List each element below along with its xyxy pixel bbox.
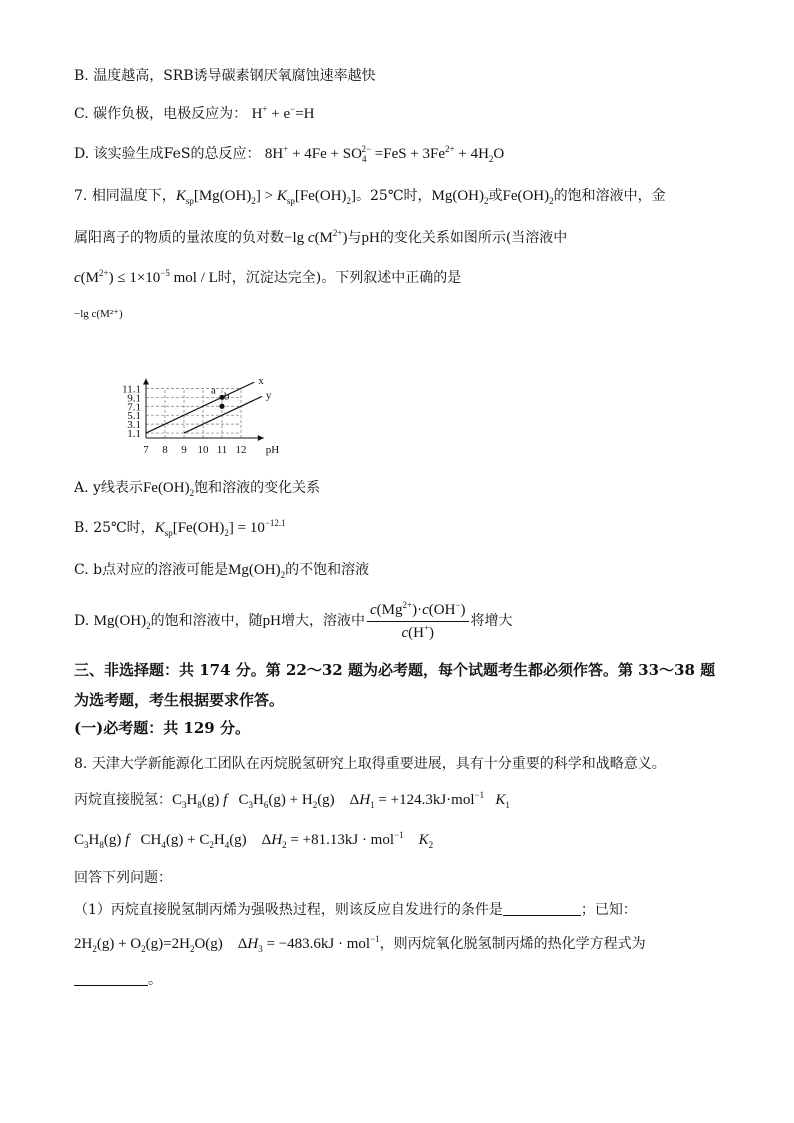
equation: H+ + e−=H — [251, 104, 315, 122]
equation: $C_3H_8(g)$ f $C_3H_6(g) + H_2(g)$ $\Delta H_1 = +124.3kJ\cdot mol^{-1}$ $K_1$ — [172, 790, 510, 810]
option-label: B. — [74, 68, 89, 84]
stem-text: 与 — [347, 230, 362, 246]
q8-answer-prompt: 回答下列问题： — [74, 870, 172, 886]
option-text: y线表示 — [93, 480, 143, 496]
q7-option-c — [74, 560, 369, 580]
y-axis-label: −lg c(M²⁺) — [74, 308, 123, 320]
formula: $Mg(OH)_2$ — [228, 562, 286, 580]
stem-text: 相同温度下， — [91, 188, 176, 204]
ksp-expression: $K_{sp}[Mg(OH)_2] > K_{sp}[Fe(OH)_2]$ — [175, 188, 356, 206]
section-heading-line2: 为选考题，考生根据要求作答。 — [74, 691, 285, 709]
x-axis-arrow — [258, 435, 264, 441]
series-line-y — [184, 396, 262, 433]
option-text: 增大，溶液中 — [280, 613, 365, 629]
y-tick-label: 7.1 — [127, 401, 141, 414]
option-label: B. — [74, 520, 89, 536]
equation: $2H_2(g) + O_2(g)=2H_2O(g)$ $\Delta H_3 = -483.6kJ \cdot mol^{-1}$ — [74, 934, 380, 954]
y-tick-label: 1.1 — [127, 428, 141, 441]
stem-text: 天津大学新能源化工团队在丙烷脱氢研究上取得重要进展，具有十分重要的科学和战略意义。 — [91, 756, 666, 772]
stem-text: 的变化关系如图所示(当溶液中 — [379, 230, 568, 246]
option-text: 将增大 — [470, 613, 513, 629]
stem-text: 。25℃时， — [356, 188, 432, 204]
option-text: 的不饱和溶液 — [285, 562, 370, 578]
option-text: 饱和溶液的变化关系 — [194, 480, 321, 496]
ph-symbol: pH — [361, 230, 380, 246]
q7-option-b — [74, 518, 286, 538]
stem-text: 或 — [488, 188, 503, 204]
expression: $c(M^{2+}) \le 1\times 10^{-5}$ mol / L — [74, 268, 218, 286]
y-tick-label: 9.1 — [127, 392, 141, 405]
q8-intro — [74, 754, 666, 774]
y-tick-label: 5.1 — [127, 410, 141, 423]
option-text: 25℃时， — [93, 520, 155, 536]
equation: $8H^+ + 4Fe + SO_4^{2-} =FeS + 3Fe^{2+} + 4H_2O$ — [264, 144, 505, 164]
subsection-heading: (一)必考题：共 129 分。 — [74, 719, 250, 737]
q6-option-b — [74, 66, 376, 86]
x-tick-label: 7 — [143, 444, 149, 456]
q8-part1-line3 — [74, 970, 162, 990]
question-number: 7. — [74, 188, 88, 204]
series-label-y: y — [265, 389, 272, 402]
series-label-x: x — [258, 375, 264, 388]
stem-text: 的饱和溶液中，金 — [553, 188, 666, 204]
point-b — [219, 404, 224, 409]
equation: $C_3H_8(g)$ f $CH_4(g) + C_2H_4(g)$ $\Delta H_2 = +81.13kJ \cdot mol^{-1}$ $K_2$ — [74, 830, 434, 850]
option-text: 的饱和溶液中，随 — [150, 613, 263, 629]
q8-part1 — [74, 900, 637, 920]
fraction-expression: $\frac{c(Mg^{2+})\cdot c(OH^-)}{c(H^+)}$ — [367, 601, 469, 642]
option-label: C. — [74, 562, 89, 578]
stem-text: ；已知： — [580, 902, 637, 918]
expression: −lg $c(M^{2+})$ — [284, 228, 348, 246]
option-text: 碳作负极，电极反应为： — [93, 106, 248, 122]
question-number: 8. — [74, 756, 88, 772]
option-label: C. — [74, 106, 89, 122]
formula: $Mg(OH)_2$ — [431, 188, 489, 206]
x-axis-label: pH — [265, 444, 280, 456]
x-tick-label: 11 — [216, 444, 228, 456]
option-label: D. — [74, 146, 90, 162]
formula: $Mg(OH)_2$ — [93, 613, 151, 631]
q7-stem-line1 — [74, 186, 666, 206]
x-tick-label: 12 — [235, 444, 247, 456]
option-text: b点对应的溶液可能是 — [93, 562, 229, 578]
y-axis-arrow — [143, 379, 149, 385]
x-tick-label: 10 — [197, 444, 209, 456]
q8-reaction2 — [74, 830, 433, 850]
q6-option-c — [74, 104, 315, 124]
option-text: 该实验生成FeS的总反应： — [93, 146, 261, 162]
option-label: D. — [74, 613, 90, 629]
option-label: A. — [74, 480, 89, 496]
stem-text: 。 — [148, 972, 162, 988]
x-tick-label: 9 — [181, 444, 187, 456]
q7-stem-line3 — [74, 268, 461, 288]
stem-text: 属阳离子的物质的量浓度的负对数 — [74, 230, 284, 246]
q6-option-d — [74, 144, 504, 164]
option-text: 温度越高，SRB诱导碳素钢厌氧腐蚀速率越快 — [93, 68, 376, 84]
stem-text: 丙烷直接脱氢： — [74, 792, 172, 808]
ph-chart — [70, 305, 310, 465]
formula: $Fe(OH)_2$ — [142, 480, 195, 498]
point-label-a: a — [211, 384, 216, 397]
q8-reaction1 — [74, 790, 510, 810]
answer-blank[interactable] — [503, 901, 581, 916]
q8-part1-line2 — [74, 934, 646, 954]
y-tick-label: 11.1 — [122, 383, 141, 396]
q7-stem-line2 — [74, 228, 567, 248]
ph-symbol: pH — [262, 613, 281, 629]
answer-blank[interactable] — [74, 971, 148, 986]
x-tick-label: 8 — [162, 444, 168, 456]
y-tick-label: 3.1 — [127, 419, 141, 432]
q7-option-a — [74, 478, 320, 498]
q7-option-d — [74, 598, 513, 644]
point-label-b: b — [224, 390, 230, 403]
formula: $Fe(OH)_2$ — [502, 188, 554, 206]
stem-text: 时，沉淀达完全)。下列叙述中正确的是 — [217, 270, 462, 286]
section-heading-line1: 三、非选择题：共 174 分。第 22～32 题为必考题，每个试题考生都必须作答。第 33～38 题 — [74, 661, 716, 679]
stem-text: （1）丙烷直接脱氢制丙烯为强吸热过程，则该反应自发进行的条件是 — [74, 902, 503, 918]
stem-text: ，则丙烷氧化脱氢制丙烯的热化学方程式为 — [379, 936, 646, 952]
ksp-expression: $K_{sp}[Fe(OH)_2] = 10^{-12.1}$ — [154, 518, 286, 538]
